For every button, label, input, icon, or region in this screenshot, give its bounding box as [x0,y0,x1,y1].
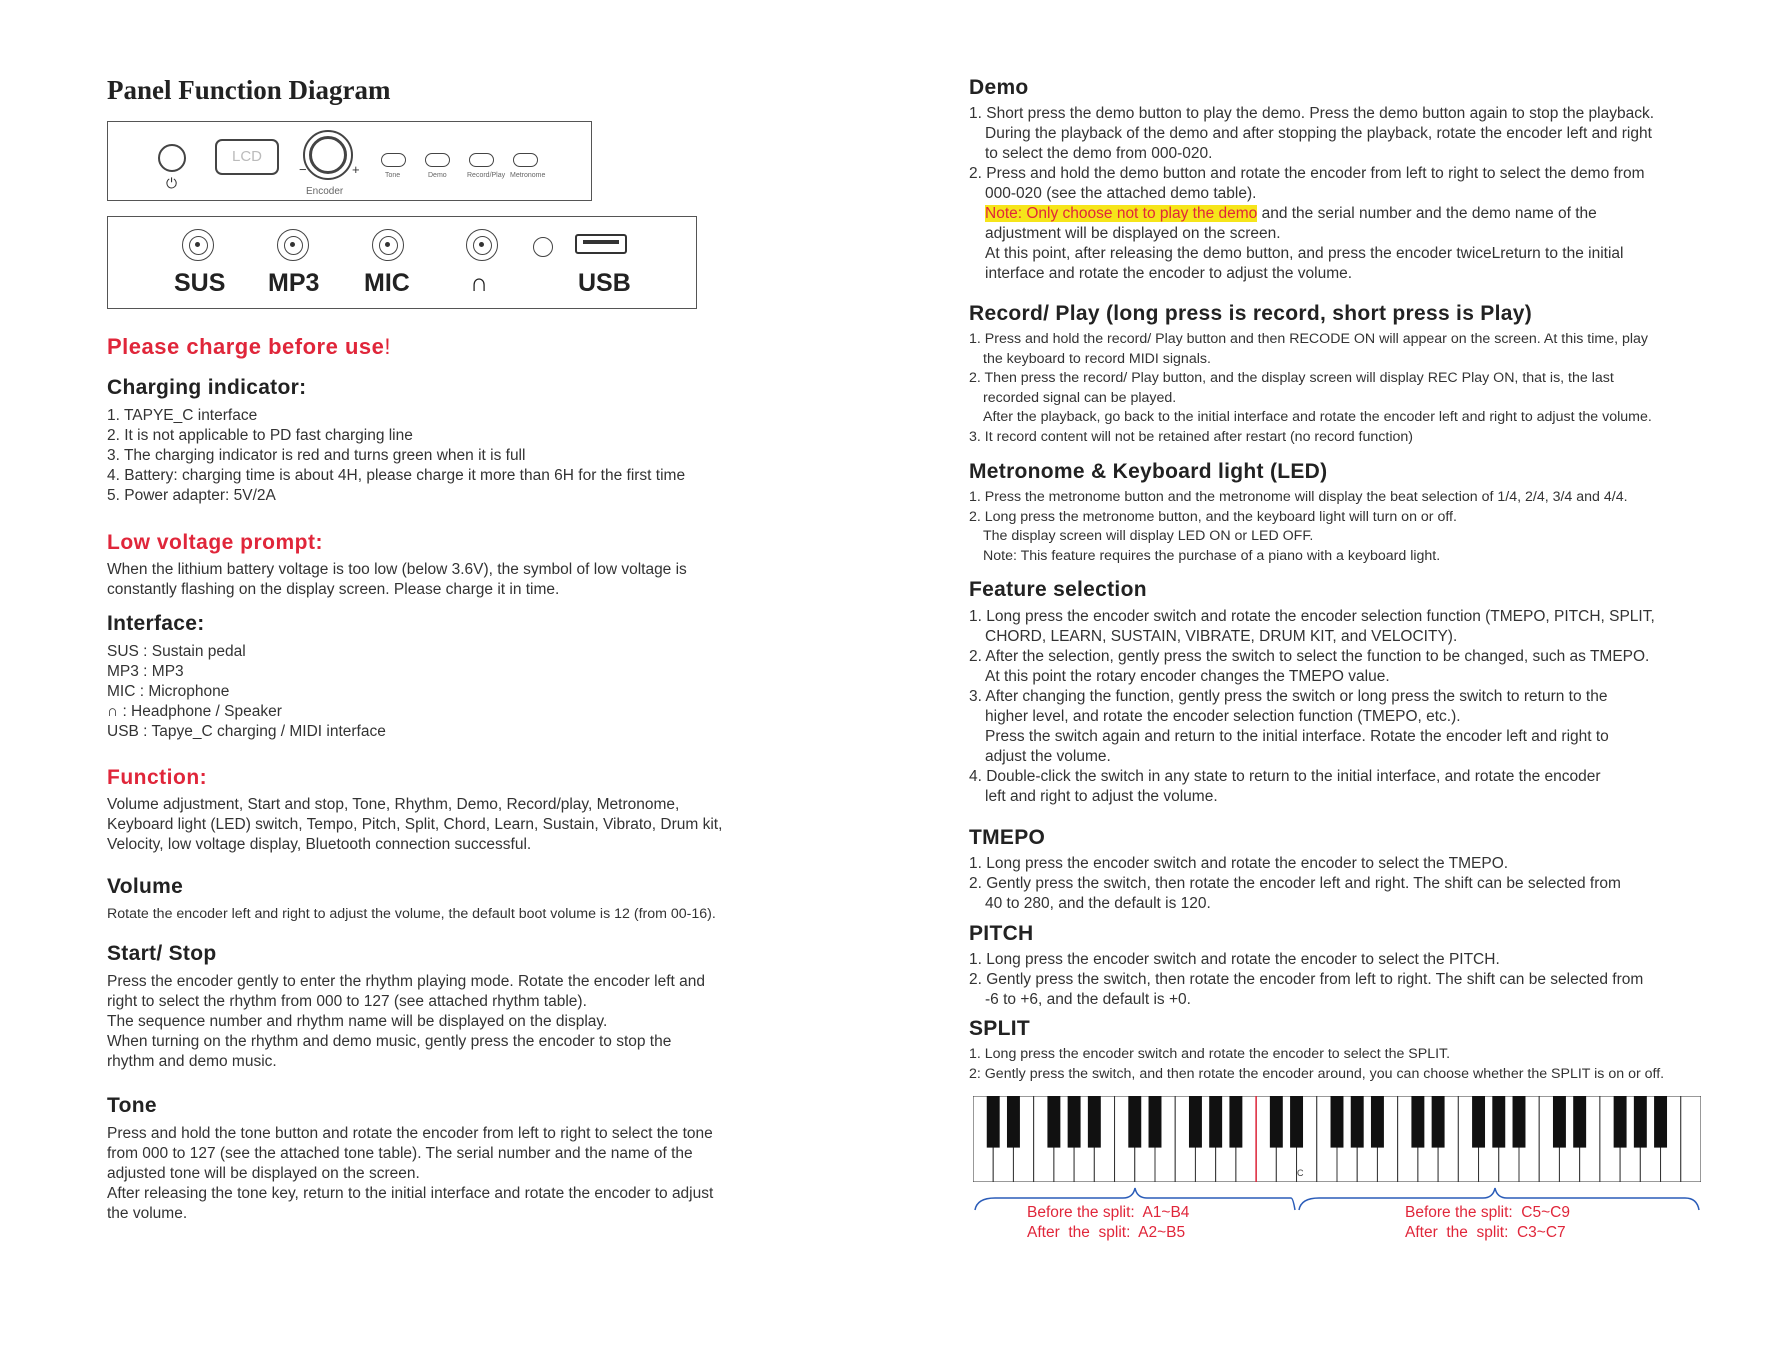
text-line: During the playback of the demo and after stopping the playback, rotate the encoder left and right [985,125,1652,142]
demo-note-line: Note: Only choose not to play the demo and the serial number and the demo name of the [985,205,1597,222]
highlighted-note: Note: Only choose not to play the demo [985,205,1258,222]
encoder-label: Encoder [306,186,344,197]
note-line: Note: This feature requires the purchase of a piano with a keyboard light. [983,547,1441,564]
text-line: 2. Then press the record/ Play button, and the display screen will display REC Play ON, that is, the last [969,370,1614,386]
text-line: SUS : Sustain pedal [107,643,246,660]
black-key [1513,1096,1526,1148]
section-heading: Demo [969,76,1029,99]
text-line: 4. Battery: charging time is about 4H, please charge it more than 6H for the first time [107,467,686,484]
text-line: 1. Long press the encoder switch and rotate the encoder to select the TMEPO. [969,855,1509,872]
record-play-button-icon [469,153,494,167]
encoder-knob-inner [309,136,347,174]
text-line: Rotate the encoder left and right to adjust the volume, the default boot volume is 12 (from 00-16). [107,906,716,922]
text-line: adjust the volume. [985,748,1111,765]
pitch-section [969,922,1709,1010]
sus-label: SUS [174,269,226,297]
text-line: adjustment will be displayed on the screen. [985,225,1281,242]
black-key [1492,1096,1505,1148]
black-key [1351,1096,1364,1148]
black-key [1553,1096,1566,1148]
start-stop-section [107,942,827,1072]
black-key [987,1096,1000,1148]
text-line: 1. Long press the encoder switch and rotate the encoder to select the PITCH. [969,951,1500,968]
black-key [1229,1096,1242,1148]
section-heading: Function: [107,766,208,789]
black-key [1128,1096,1141,1148]
left-split-labels [1027,1203,1189,1243]
sus-jack-icon [182,229,214,261]
demo-button-icon [425,153,450,167]
text-line: left and right to adjust the volume. [985,788,1218,805]
volume-section [107,875,827,925]
tone-button-icon [381,153,406,167]
function-section [107,766,827,855]
section-heading: SPLIT [969,1017,1031,1040]
text-line: rhythm and demo music. [107,1053,277,1070]
text-line: Press the switch again and return to the initial interface. Rotate the encoder left and right to [985,728,1609,745]
text-line: ∩ : Headphone / Speaker [107,703,282,720]
section-heading: Start/ Stop [107,942,217,965]
text-line: CHORD, LEARN, SUSTAIN, VIBRATE, DRUM KIT, and VELOCITY). [985,628,1458,645]
text-line: When the lithium battery voltage is too low (below 3.6V), the symbol of low voltage is [107,561,687,578]
text-line: Press the encoder gently to enter the rhythm playing mode. Rotate the encoder left and [107,973,705,990]
text-line: 2. After the selection, gently press the switch to select the function to be changed, such as TMEPO. [969,648,1650,665]
feature-selection-section [969,578,1709,807]
left-after-split: After the split: A2~B5 [1027,1224,1186,1241]
mp3-label: MP3 [268,269,320,297]
section-heading: TMEPO [969,826,1046,849]
text-line: 1. Long press the encoder switch and rotate the encoder to select the SPLIT. [969,1046,1451,1062]
charging-section [107,376,827,506]
black-key [1007,1096,1020,1148]
text-line: MIC : Microphone [107,683,230,700]
text-line: 5. Power adapter: 5V/2A [107,487,276,504]
headphone-jack-icon [466,229,498,261]
right-after-split: After the split: C3~C7 [1405,1224,1566,1241]
text-line: 3. After changing the function, gently press the switch or long press the switch to return to the [969,688,1608,705]
metronome-button-label: Metronome [510,172,546,179]
minus-icon: − [299,162,307,177]
right-split-labels [1405,1203,1570,1243]
text-line: 2: Gently press the switch, and then rotate the encoder around, you can choose whether the SPLIT is on or off. [969,1065,1665,1082]
jack-panel-diagram [107,216,697,309]
black-key [1331,1096,1344,1148]
text-line: 2. Press and hold the demo button and rotate the encoder from left to right to select the demo from [969,165,1645,182]
text-line: from 000 to 127 (see the attached tone table). The serial number and the name of the [107,1145,693,1162]
black-key [1068,1096,1081,1148]
text-line: 1. Press the metronome button and the metronome will display the beat selection of 1/4, 2/4, 3/4 and 4/4. [969,489,1628,505]
text-line: 2. Gently press the switch, then rotate the encoder left and right. The shift can be selected from [969,875,1621,892]
section-heading: Low voltage prompt: [107,531,323,554]
plus-icon: + [352,162,360,177]
text-line: 2. Gently press the switch, then rotate the encoder from left to right. The shift can be selected from [969,971,1644,988]
black-key [1432,1096,1445,1148]
power-button-icon [158,144,186,172]
section-heading: Interface: [107,612,205,635]
usb-label: USB [578,269,631,297]
headphone-label: ∩ [470,269,489,297]
black-key [1088,1096,1101,1148]
split-section [969,1017,1709,1084]
tone-section [107,1094,827,1224]
tone-button-label: Tone [385,172,401,179]
text-line: 40 to 280, and the default is 120. [985,895,1211,912]
black-key [1411,1096,1424,1148]
text-line: to select the demo from 000-020. [985,145,1213,162]
text-line: recorded signal can be played. [983,389,1177,406]
text-line: 000-020 (see the attached demo table). [985,185,1257,202]
text-line: MP3 : MP3 [107,663,184,680]
text-line: 1. Press and hold the record/ Play button and then RECODE ON will appear on the screen. At this time, play [969,331,1648,347]
text-line: 3. It record content will not be retained after restart (no record function) [969,428,1413,445]
text-line: At this point, after releasing the demo button, and press the encoder twiceLreturn to the initial [985,245,1624,262]
mp3-jack-icon [277,229,309,261]
section-heading: Feature selection [969,578,1147,601]
left-before-split: Before the split: A1~B4 [1027,1204,1190,1221]
text-line: Press and hold the tone button and rotate the encoder from left to right to select the tone [107,1125,713,1142]
black-key [1209,1096,1222,1148]
charge-warning: Please charge before use! [107,334,391,359]
black-key [1047,1096,1060,1148]
section-heading: Record/ Play (long press is record, short press is Play) [969,302,1532,325]
text-line: 1. Short press the demo button to play the demo. Press the demo button again to stop the playback. [969,105,1655,122]
split-keyboard-diagram [973,1096,1701,1182]
usb-port-icon [575,234,627,254]
metronome-button-icon [513,153,538,167]
black-key [1634,1096,1647,1148]
text-line: Keyboard light (LED) switch, Tempo, Pitch, Split, Chord, Learn, Sustain, Vibrato, Drum kit, [107,816,723,833]
text-line: 1. TAPYE_C interface [107,407,258,424]
text-line: 2. Long press the metronome button, and the keyboard light will turn on or off. [969,508,1457,525]
text-line: 1. Long press the encoder switch and rotate the encoder selection function (TMEPO, PITCH, SPLIT, [969,608,1655,625]
mic-jack-icon [372,229,404,261]
page-title: Panel Function Diagram [107,75,391,105]
indicator-light-icon [533,237,553,257]
text-line: USB : Tapye_C charging / MIDI interface [107,723,386,740]
black-key [1654,1096,1667,1148]
text-line: the volume. [107,1205,188,1222]
text-line: adjusted tone will be displayed on the screen. [107,1165,420,1182]
black-key [1573,1096,1586,1148]
demo-button-label: Demo [428,172,447,179]
text-line: Velocity, low voltage display, Bluetooth connection successful. [107,836,532,853]
section-heading: PITCH [969,922,1034,945]
section-heading: Charging indicator: [107,376,307,399]
text-line: right to select the rhythm from 000 to 127 (see attached rhythm table). [107,993,587,1010]
text-line: constantly flashing on the display screen. Please charge it in time. [107,581,560,598]
text-line: 4. Double-click the switch in any state to return to the initial interface, and rotate the encoder [969,768,1601,785]
split-point-label: C [1297,1168,1304,1178]
text-line: After the playback, go back to the initial interface and rotate the encoder left and right to adjust the volume. [983,409,1652,425]
section-heading: Metronome & Keyboard light (LED) [969,460,1328,483]
lcd-display: LCD [215,139,279,175]
low-voltage-section [107,531,827,600]
mic-label: MIC [364,269,410,297]
text-line: After releasing the tone key, return to the initial interface and rotate the encoder to adjust [107,1185,714,1202]
section-heading: Volume [107,875,184,898]
right-before-split: Before the split: C5~C9 [1405,1204,1570,1221]
text-line: -6 to +6, and the default is +0. [985,991,1191,1008]
record-play-button-label: Record/Play [467,172,506,179]
control-panel-diagram [107,121,592,201]
black-key [1290,1096,1303,1148]
black-key [1371,1096,1384,1148]
power-symbol-icon: ⏻ [166,175,178,191]
demo-section [969,76,1709,284]
text-line: the keyboard to record MIDI signals. [983,350,1211,367]
black-key [1189,1096,1202,1148]
metronome-section [969,460,1709,566]
section-heading: Tone [107,1094,157,1117]
white-key [1681,1096,1701,1182]
text-line: 2. It is not applicable to PD fast charging line [107,427,413,444]
black-key [1270,1096,1283,1148]
text-line: interface and rotate the encoder to adjust the volume. [985,265,1353,282]
text-line: 3. The charging indicator is red and turns green when it is full [107,447,526,464]
text-line: The sequence number and rhythm name will be displayed on the display. [107,1013,608,1030]
record-play-section [969,302,1709,447]
interface-section [107,612,827,742]
text-line: Volume adjustment, Start and stop, Tone, Rhythm, Demo, Record/play, Metronome, [107,796,680,813]
black-key [1472,1096,1485,1148]
black-key [1614,1096,1627,1148]
text-line: At this point the rotary encoder changes the TMEPO value. [985,668,1390,685]
text-line: higher level, and rotate the encoder selection function (TMEPO, etc.). [985,708,1461,725]
tmepo-section [969,826,1709,914]
text-line: The display screen will display LED ON or LED OFF. [983,528,1314,544]
text-line: When turning on the rhythm and demo music, gently press the encoder to stop the [107,1033,672,1050]
black-key [1149,1096,1162,1148]
